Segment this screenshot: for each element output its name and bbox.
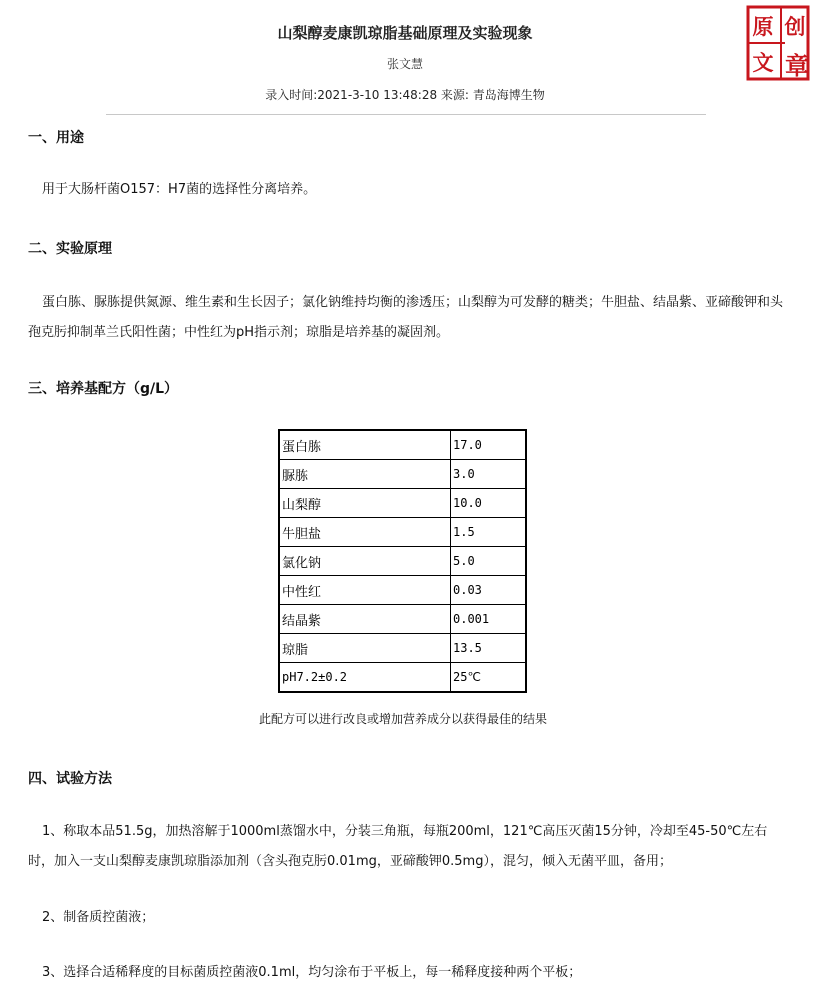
- recipe-ingredient: pH7.2±0.2: [279, 663, 451, 693]
- recipe-ingredient: 脲胨: [279, 460, 451, 489]
- recipe-row: [279, 605, 526, 634]
- section-text-principle: 蛋白胨、脲胨提供氮源、维生素和生长因子；氯化钠维持均衡的渗透压；山梨醇为可发酵的糖类；牛胆盐、结晶紫、亚碲酸钾和头孢克肟抑制革兰氏阳性菌；中性红为pH指示剂；琼脂是培养基的凝固剂。: [28, 295, 784, 340]
- recipe-row: [279, 634, 526, 663]
- recipe-ingredient: 蛋白胨: [279, 430, 451, 460]
- recipe-ingredient: 牛胆盐: [279, 518, 451, 547]
- recipe-amount: 17.0: [451, 430, 527, 460]
- recipe-amount: 3.0: [451, 460, 527, 489]
- section-heading-method: 四、试验方法: [28, 771, 112, 787]
- original-article-seal-icon: [745, 4, 815, 86]
- header-divider: [106, 114, 706, 115]
- section-text-usage: 用于大肠杆菌O157：H7菌的选择性分离培养。: [42, 182, 317, 197]
- recipe-amount: 0.001: [451, 605, 527, 634]
- recipe-amount: 10.0: [451, 489, 527, 518]
- recipe-ingredient: 结晶紫: [279, 605, 451, 634]
- recipe-ingredient: 琼脂: [279, 634, 451, 663]
- seal-char-3: 文: [752, 51, 774, 75]
- article-author: 张文慧: [386, 57, 423, 71]
- recipe-row: [279, 576, 526, 605]
- seal-char-1: 原: [752, 15, 774, 39]
- section-heading-recipe: 三、培养基配方（g/L）: [28, 381, 179, 397]
- recipe-row: [279, 663, 526, 693]
- recipe-row: [279, 518, 526, 547]
- method-step-2: 2、制备质控菌液；: [42, 910, 155, 925]
- article-title: 山梨醇麦康凯琼脂基础原理及实验现象: [277, 24, 533, 42]
- recipe-ingredient: 山梨醇: [279, 489, 451, 518]
- method-step-1: 1、称取本品51.5g，加热溶解于1000ml蒸馏水中，分装三角瓶，每瓶200ml，121℃高压灭菌15分钟，冷却至45-50℃左右时，加入一支山梨醇麦康凯琼脂添加剂（含头孢克肟0.01mg，亚碲酸钾0.5mg），混匀，倾入无菌平皿，备用；: [28, 824, 768, 869]
- recipe-ingredient: 氯化钠: [279, 547, 451, 576]
- recipe-caption: 此配方可以进行改良或增加营养成分以获得最佳的结果: [258, 712, 547, 726]
- seal-char-2: 创: [784, 15, 806, 39]
- recipe-table: [278, 429, 527, 693]
- recipe-ingredient: 中性红: [279, 576, 451, 605]
- recipe-amount: 13.5: [451, 634, 527, 663]
- seal-char-4: 章: [785, 52, 809, 80]
- recipe-row: [279, 489, 526, 518]
- method-step-3: 3、选择合适稀释度的目标菌质控菌液0.1ml，均匀涂布于平板上，每一稀释度接种两个平板；: [42, 965, 582, 980]
- recipe-row: [279, 460, 526, 489]
- article-meta: 录入时间:2021-3-10 13:48:28 来源: 青岛海博生物: [265, 88, 545, 102]
- section-heading-usage: 一、用途: [28, 130, 84, 146]
- recipe-row: [279, 430, 526, 460]
- recipe-amount: 0.03: [451, 576, 527, 605]
- section-heading-principle: 二、实验原理: [28, 241, 112, 257]
- recipe-amount: 25℃: [451, 663, 527, 693]
- recipe-amount: 1.5: [451, 518, 527, 547]
- recipe-amount: 5.0: [451, 547, 527, 576]
- recipe-row: [279, 547, 526, 576]
